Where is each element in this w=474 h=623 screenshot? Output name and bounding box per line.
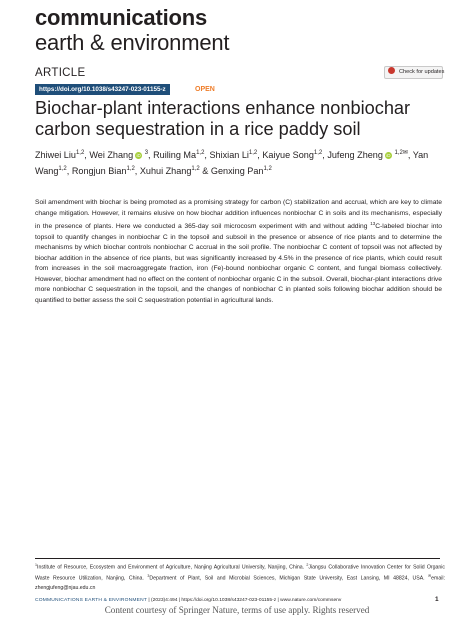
article-title: Biochar-plant interactions enhance nonbiochar carbon sequestration in a rice paddy soil [35, 98, 411, 139]
page-number: 1 [435, 596, 439, 603]
author[interactable]: Yan Wang$^{1,2}$ [35, 150, 429, 176]
author[interactable]: Jufeng Zheng iD $^{1,2✉}$ [327, 150, 408, 161]
courtesy-notice: Content courtesy of Springer Nature, terms of use apply. Rights reserved [104, 605, 370, 615]
author[interactable]: Xuhui Zhang$^{1,2}$ [139, 165, 200, 176]
author[interactable]: Wei Zhang iD $^3$ [89, 150, 149, 161]
abstract [35, 198, 442, 314]
page-footer [35, 598, 341, 603]
journal-name-line2: earth & environment [35, 30, 230, 55]
author[interactable]: Genxing Pan$^{1,2}$ [210, 165, 272, 176]
author[interactable]: Rongjun Bian$^{1,2}$ [71, 165, 135, 176]
email-link[interactable]: email: zhengjufeng@njau.edu.cn [35, 576, 446, 591]
author[interactable]: Shixian Li$^{1,2}$ [209, 150, 258, 161]
article-type: ARTICLE [35, 67, 86, 79]
abstract-paragraph: Soil amendment with biochar is being promoted as a promising strategy for carbon (C) stabilization and accrual, which are key to climate change mitigation. However, it remains elusive on how biochar addition influences nonbiochar C in soils and its mechanisms, especially in the presence of plants. Here we conducted a 365-day soil microcosm experiment with and without adding $^{13}$C-labeled biochar into topsoil to quantify changes in nonbiochar C in the topsoil and subsoil in the presence or absence of rice plants and to determine the mechanisms by which biochar controls nonbiochar C accrual in the soil profile. The nonbiochar C content of topsoil was not affected by biochar addition in the absence of rice plants, but was significantly increased by 4.5% in the presence of rice plants, which could result from increases in the soil macroaggregate fraction, iron (Fe)-bound nonbiochar organic C content, and fungal biomass collectively. However, biochar amendment had no effect on the content of nonbiochar organic C in the subsoil. Overall, biochar-plant interactions drive more nonbiochar C sequestration in the topsoil, and the changes of nonbiochar C in planted soils following biochar addition should be quantified to better assess the soil C sequestration potential in agricultural lands. [35, 199, 442, 304]
journal-name-line1: communications [35, 5, 208, 30]
crossmark-icon [388, 67, 395, 74]
author-list: Zhiwei Liu$^{1,2}$, Wei Zhang iD $^3$, Ruiling Ma$^{1,2}$, Shixian Li$^{1,2}$, Kaiyue Song$^{1,2}$, Jufeng Zheng iD $^{1,2✉}$, Yan Wang$^{1,2}$, Rongjun Bian$^{1,2}$, Xuhui Zhang$^{1,2}$ & Genxing Pan$^{1,2}$ [35, 150, 429, 176]
orcid-icon[interactable]: iD [136, 153, 141, 159]
footer-citation[interactable]: | (2023)4:494 | https://doi.org/10.1038/s43247-023-01155-z | www.nature.com/commsenv [147, 598, 342, 603]
check-for-updates-button[interactable] [384, 66, 443, 79]
author[interactable]: Kaiyue Song$^{1,2}$ [262, 150, 323, 161]
affiliations: $^1$Institute of Resource, Ecosystem and Environment of Agriculture, Nanjing Agricultural University, Nanjing, China. $^2$Jiangsu Collaborative Innovation Center for Solid Organic Waste Resource Utilization, Nanjing, China. $^3$Department of Plant, Soil and Microbial Sciences, Michigan State University, East Lansing, MI 48824, USA. ✉email: zhengjufeng@njau.edu.cn [35, 563, 446, 591]
open-access-label: OPEN [195, 86, 215, 93]
footnote-divider [35, 558, 440, 559]
author[interactable]: Zhiwei Liu$^{1,2}$ [35, 150, 85, 161]
check-for-updates-label: Check for updates [399, 69, 445, 75]
author[interactable]: Ruiling Ma$^{1,2}$ [153, 150, 205, 161]
orcid-icon[interactable]: iD [386, 153, 391, 159]
footer-journal: COMMUNICATIONS EARTH & ENVIRONMENT [35, 598, 148, 603]
doi-link[interactable]: https://doi.org/10.1038/s43247-023-01155-z [35, 84, 170, 95]
